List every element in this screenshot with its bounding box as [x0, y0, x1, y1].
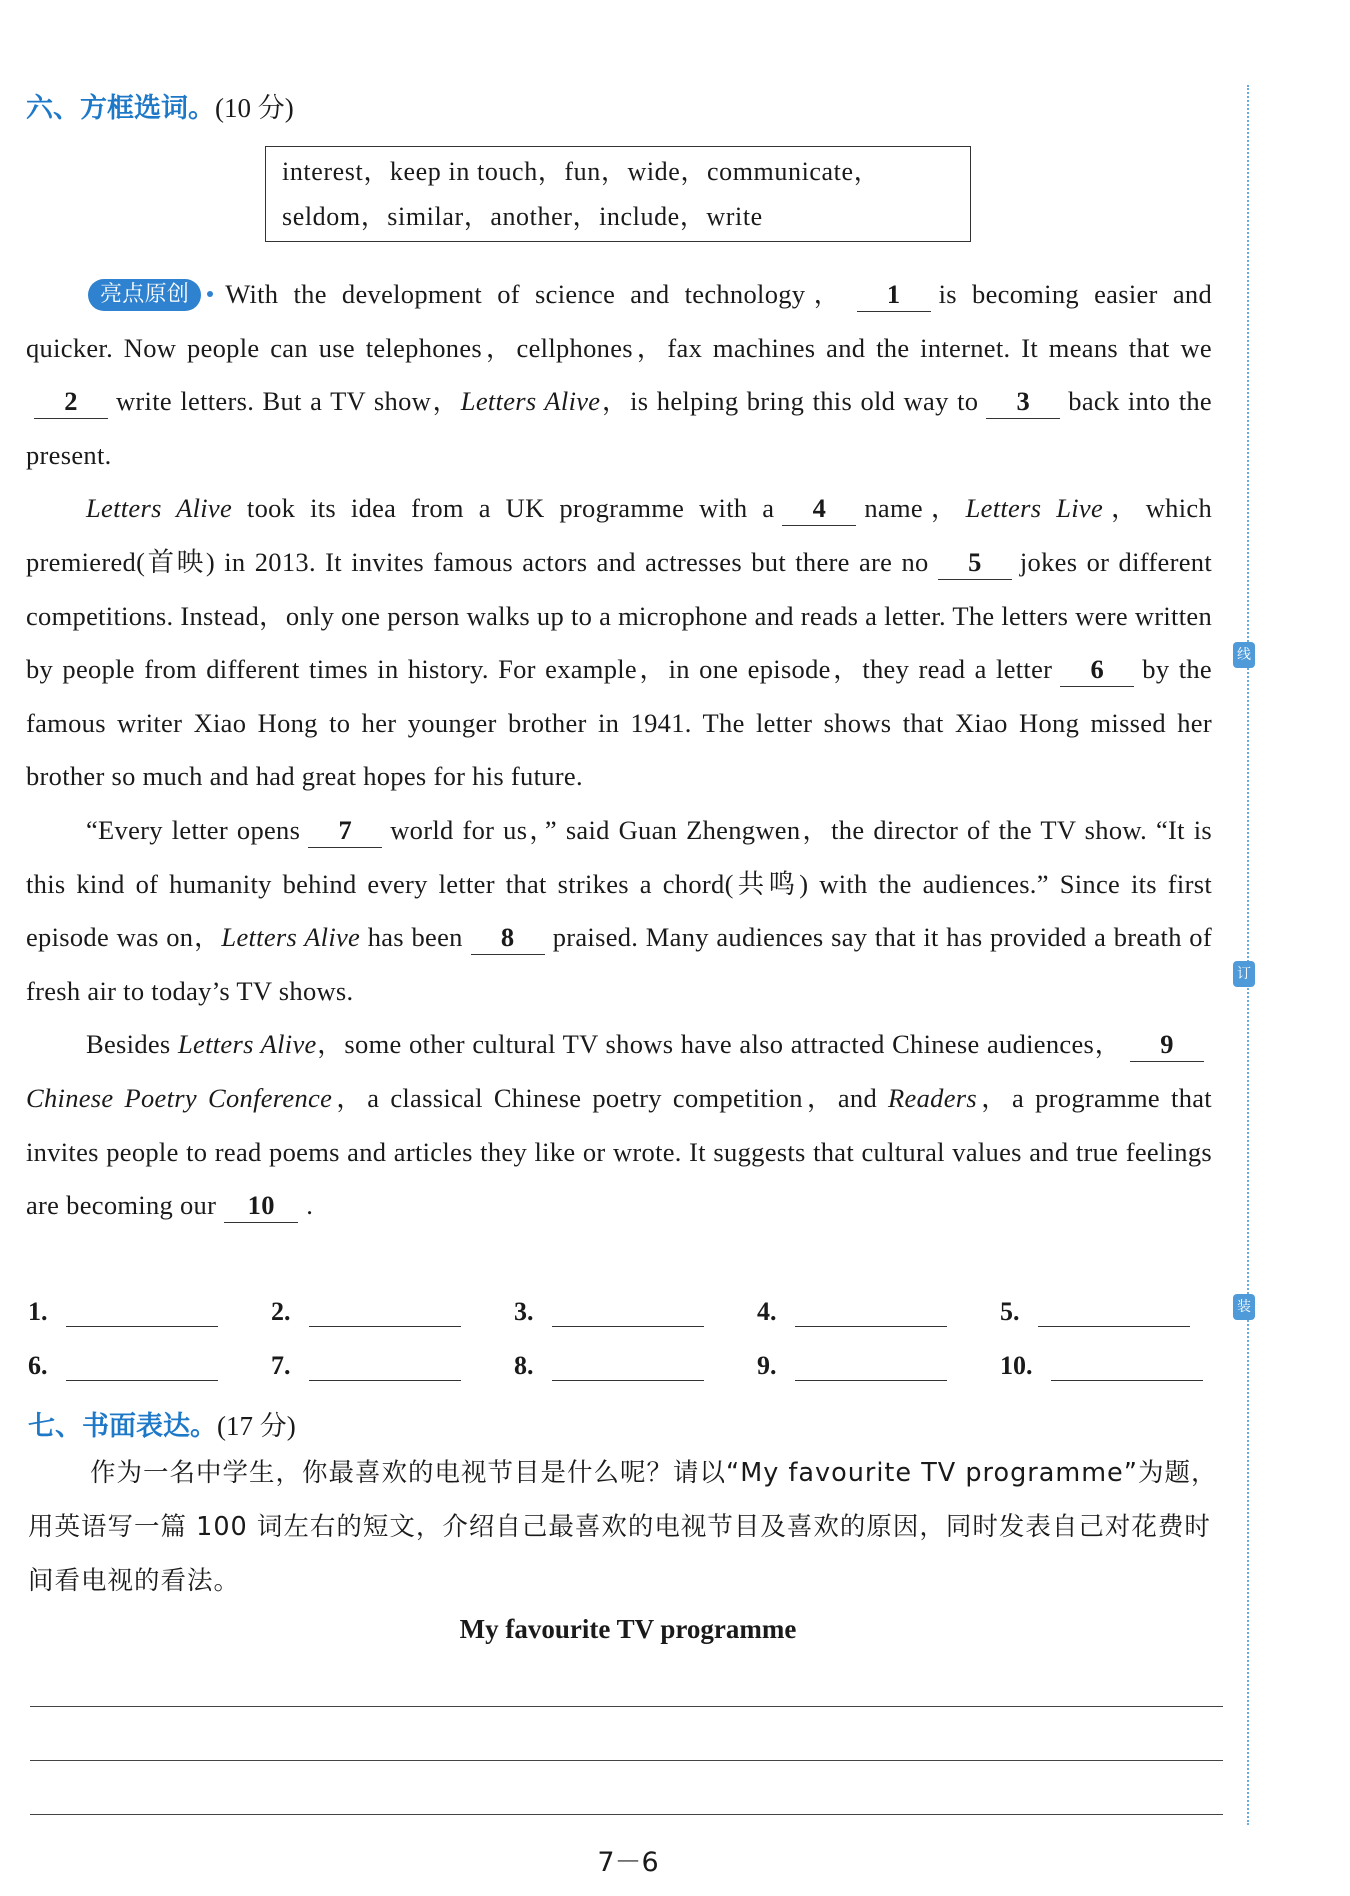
answer-line-8[interactable] — [552, 1350, 704, 1381]
text: ，a programme that invites people to read poems and articles they like or wrote. It suggests that cultural values and true feelings are becoming our — [26, 1082, 1212, 1221]
answer-number: 3. — [514, 1297, 534, 1326]
text: “Every letter opens — [86, 814, 301, 845]
writing-line-1[interactable] — [30, 1706, 1223, 1707]
binding-tab-3: 装 — [1233, 1294, 1255, 1320]
answer-slot-10 — [1000, 1350, 1203, 1381]
answer-number: 9. — [757, 1351, 777, 1380]
paragraph-3 — [26, 804, 1212, 1018]
text: by the famous writer Xiao Hong to her younger brother in 1941. The letter shows that Xiao Hong missed her brother so much and had great hopes for his future. — [26, 654, 1212, 792]
answer-slot-5 — [1000, 1296, 1190, 1327]
show-title: Letters Alive — [460, 386, 601, 417]
page-number: 7－6 — [597, 1847, 659, 1878]
section-6-score: (10 分) — [215, 93, 294, 123]
blank-7: 7 — [308, 813, 382, 848]
answer-slot-7 — [271, 1350, 461, 1381]
show-title: Letters Alive — [86, 493, 233, 524]
blank-5: 5 — [938, 545, 1012, 580]
blank-4: 4 — [782, 491, 856, 526]
answer-number: 2. — [271, 1297, 291, 1326]
answer-slot-6 — [28, 1350, 218, 1381]
show-title: Readers — [888, 1082, 977, 1113]
essay-title: My favourite TV programme — [459, 1614, 797, 1644]
answer-line-10[interactable] — [1051, 1350, 1203, 1381]
writing-line-3[interactable] — [30, 1814, 1223, 1815]
binding-margin-line — [1247, 85, 1249, 1825]
answer-number: 4. — [757, 1297, 777, 1326]
binding-tab-2: 订 — [1233, 961, 1255, 987]
binding-tab-1: 线 — [1233, 642, 1255, 668]
essay-prompt — [28, 1446, 1218, 1608]
blank-8: 8 — [471, 920, 545, 955]
cloze-passage — [26, 268, 1212, 1233]
text: With the development of science and technology， — [225, 279, 849, 309]
essay-instructions: 作为一名中学生，你最喜欢的电视节目是什么呢？请以“My favourite TV programme”为题，用英语写一篇 100 词左右的短文，介绍自己最喜欢的电视节目及喜欢的原因，同时发表自己对花费时间看电视的看法。 — [28, 1458, 1218, 1596]
answer-number: 5. — [1000, 1297, 1020, 1326]
text: write letters. But a TV show， — [116, 386, 461, 417]
text: name， — [864, 493, 966, 524]
text: took its idea from a UK programme with a — [246, 493, 775, 524]
text: Besides — [86, 1029, 171, 1060]
answer-number: 8. — [514, 1351, 534, 1380]
text: ，which premiered(首映) in 2013. It invites famous actors and actresses but there are no — [26, 493, 1212, 577]
answer-number: 6. — [28, 1351, 48, 1380]
answer-slot-9 — [757, 1350, 947, 1381]
show-title: Letters Alive — [221, 922, 361, 953]
answer-line-5[interactable] — [1038, 1296, 1190, 1327]
badge-dot-icon — [207, 291, 213, 297]
text: jokes or different competitions. Instead，only one person walks up to a microphone and reads a letter. The letters were written by people from different times in history. For example，in one episode，they read a letter — [26, 546, 1212, 685]
text: world for us，” said Guan Zhengwen，the director of the TV show. “It is this kind of humanity behind every letter that strikes a chord(共鸣) with the audiences.” Since its first episode was on， — [26, 814, 1212, 953]
text: back into the present. — [26, 386, 1212, 470]
text: ，a classical Chinese poetry competition，and — [332, 1082, 877, 1113]
blank-1: 1 — [857, 277, 931, 312]
answer-line-2[interactable] — [309, 1296, 461, 1327]
paragraph-2 — [26, 482, 1212, 804]
word-box-line-2: seldom，similar，another，include，write — [282, 202, 763, 231]
section-6-heading — [26, 86, 294, 125]
blank-3: 3 — [986, 384, 1060, 419]
show-title: Letters Live — [965, 493, 1104, 524]
answer-line-7[interactable] — [309, 1350, 461, 1381]
text: ，some other cultural TV shows have also attracted Chinese audiences， — [316, 1029, 1122, 1060]
show-title: Letters Alive — [177, 1029, 317, 1060]
answer-number: 7. — [271, 1351, 291, 1380]
answer-line-1[interactable] — [66, 1296, 218, 1327]
answer-number: 1. — [28, 1297, 48, 1326]
answer-slot-1 — [28, 1296, 218, 1327]
section-6-title: 六、方框选词。 — [26, 93, 215, 124]
answer-slot-4 — [757, 1296, 947, 1327]
text: praised. Many audiences say that it has provided a breath of fresh air to today’s TV shows. — [26, 922, 1212, 1006]
answer-line-3[interactable] — [552, 1296, 704, 1327]
writing-line-2[interactable] — [30, 1760, 1223, 1761]
paragraph-1 — [26, 268, 1212, 482]
answer-line-4[interactable] — [795, 1296, 947, 1327]
paragraph-4 — [26, 1018, 1212, 1232]
blank-9: 9 — [1130, 1027, 1204, 1062]
answer-slot-3 — [514, 1296, 704, 1327]
answer-line-9[interactable] — [795, 1350, 947, 1381]
show-title: Chinese Poetry Conference — [26, 1082, 333, 1113]
section-7-score: (17 分) — [217, 1411, 296, 1441]
answer-slot-8 — [514, 1350, 704, 1381]
answer-number: 10. — [1000, 1351, 1033, 1380]
word-box-line-1: interest，keep in touch，fun，wide，communicate， — [282, 157, 881, 186]
text: . — [306, 1190, 314, 1221]
word-box — [265, 146, 971, 242]
text: is becoming easier and quicker. Now people can use telephones，cellphones，fax machines and the internet. It means that we — [26, 279, 1212, 363]
blank-10: 10 — [224, 1188, 298, 1223]
section-7-heading — [28, 1404, 296, 1443]
text: has been — [367, 922, 463, 953]
answer-slot-2 — [271, 1296, 461, 1327]
blank-6: 6 — [1060, 652, 1134, 687]
answer-line-6[interactable] — [66, 1350, 218, 1381]
text: ，is helping bring this old way to — [600, 386, 979, 417]
section-7-title: 七、书面表达。 — [28, 1411, 217, 1442]
blank-2: 2 — [34, 384, 108, 419]
original-badge: 亮点原创 — [88, 279, 201, 311]
